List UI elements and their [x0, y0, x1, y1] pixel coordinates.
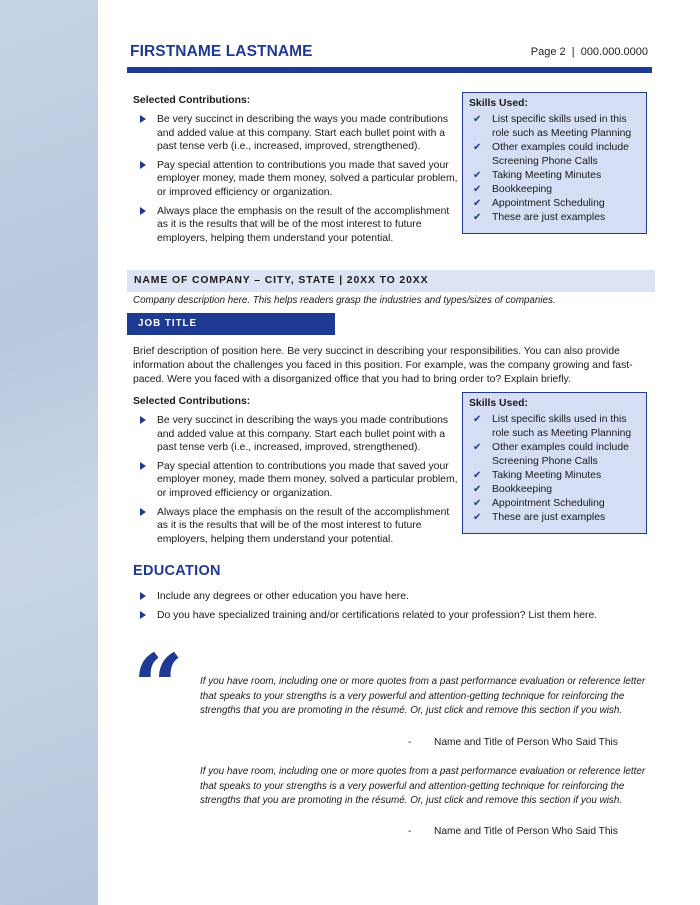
- education-title: EDUCATION: [133, 563, 221, 579]
- checkmark-icon: ✔: [473, 512, 482, 523]
- contributions-list: [133, 113, 463, 250]
- triangle-bullet-icon: [140, 161, 146, 169]
- skill-item: ✔ Taking Meeting Minutes: [473, 470, 602, 481]
- triangle-bullet-icon: [140, 207, 146, 215]
- skill-item: ✔ Other examples could include Screening Phone Calls: [473, 442, 629, 467]
- checkmark-icon: ✔: [473, 142, 482, 153]
- job-title: JOB TITLE: [127, 313, 335, 335]
- company-heading: NAME OF COMPANY – CITY, STATE | 20XX TO 20XX: [127, 270, 655, 292]
- education-list: [133, 590, 653, 627]
- triangle-bullet-icon: [140, 611, 146, 619]
- triangle-bullet-icon: [140, 462, 146, 470]
- skill-item: ✔ List specific skills used in this role such as Meeting Planning: [473, 414, 632, 439]
- list-item: Be very succinct in describing the ways you made contributions and added value at this company. Start each bullet point with a past tense verb (i.e., increased, improved, strengthened).: [133, 414, 463, 455]
- candidate-name: FIRSTNAME LASTNAME: [130, 43, 313, 60]
- contributions-label: Selected Contributions:: [133, 95, 251, 106]
- checkmark-icon: ✔: [473, 170, 482, 181]
- quote-attribution: - Name and Title of Person Who Said This: [408, 826, 618, 837]
- list-item: Be very succinct in describing the ways you made contributions and added value at this company. Start each bullet point with a past tense verb (i.e., increased, improved, strengthened).: [133, 113, 463, 154]
- skill-item: ✔ These are just examples: [473, 512, 606, 523]
- list-item: Always place the emphasis on the result of the accomplishment as it is the results that will be of the most interest to future employers, helping them understand your potential.: [133, 205, 463, 246]
- list-item: Pay special attention to contributions you made that saved your employer money, made them money, solved a particular problem, or improved efficiency or organization.: [133, 159, 463, 200]
- testimonial-quote: If you have room, including one or more quotes from a past performance evaluation or reference letter that speaks to your strengths is a very powerful and attention-getting technique for reinforcing the strengths that you are promoting in the résumé. Or, just click and remove this section if you wish.: [200, 766, 646, 806]
- triangle-bullet-icon: [140, 592, 146, 600]
- list-item: Include any degrees or other education you have here.: [133, 590, 653, 604]
- quote-attribution: - Name and Title of Person Who Said This: [408, 737, 618, 748]
- testimonial-quote: If you have room, including one or more quotes from a past performance evaluation or reference letter that speaks to your strengths is a very powerful and attention-getting technique for reinforcing the strengths that you are promoting in the résumé. Or, just click and remove this section if you wish.: [200, 676, 646, 716]
- checkmark-icon: ✔: [473, 198, 482, 209]
- skill-item: ✔ List specific skills used in this role such as Meeting Planning: [473, 114, 632, 139]
- company-description: Company description here. This helps readers grasp the industries and types/sizes of companies.: [133, 295, 556, 306]
- list-item: Pay special attention to contributions you made that saved your employer money, made them money, solved a particular problem, or improved efficiency or organization.: [133, 460, 463, 501]
- checkmark-icon: ✔: [473, 442, 482, 453]
- checkmark-icon: ✔: [473, 414, 482, 425]
- skills-box: [462, 392, 647, 534]
- checkmark-icon: ✔: [473, 470, 482, 481]
- skills-title: Skills Used:: [469, 98, 528, 109]
- contributions-label: Selected Contributions:: [133, 396, 251, 407]
- skill-item: ✔ Appointment Scheduling: [473, 498, 605, 509]
- list-item: Do you have specialized training and/or certifications related to your profession? List them here.: [133, 609, 653, 623]
- checkmark-icon: ✔: [473, 184, 482, 195]
- checkmark-icon: ✔: [473, 114, 482, 125]
- triangle-bullet-icon: [140, 508, 146, 516]
- checkmark-icon: ✔: [473, 484, 482, 495]
- checkmark-icon: ✔: [473, 498, 482, 509]
- skill-item: ✔ Other examples could include Screening Phone Calls: [473, 142, 629, 167]
- skill-item: ✔ These are just examples: [473, 212, 606, 223]
- list-item: Always place the emphasis on the result of the accomplishment as it is the results that will be of the most interest to future employers, helping them understand your potential.: [133, 506, 463, 547]
- triangle-bullet-icon: [140, 115, 146, 123]
- page-info: Page 2 | 000.000.0000: [530, 46, 648, 58]
- skill-item: ✔ Appointment Scheduling: [473, 198, 605, 209]
- skill-item: ✔ Bookkeeping: [473, 484, 553, 495]
- quote-mark-icon: “: [133, 634, 184, 738]
- job-description: Brief description of position here. Be very succinct in describing your responsibilities. You can also provide information about the challenges you faced in this position. For example, was the company growing and fast-paced. Were you faced with a disorganized office that you had to bring order to? Explain briefly.: [133, 346, 633, 385]
- skills-title: Skills Used:: [469, 398, 528, 409]
- skill-item: ✔ Bookkeeping: [473, 184, 553, 195]
- triangle-bullet-icon: [140, 416, 146, 424]
- checkmark-icon: ✔: [473, 212, 482, 223]
- skills-box: [462, 92, 647, 234]
- contributions-list: [133, 414, 463, 551]
- header-rule: [127, 67, 652, 73]
- skill-item: ✔ Taking Meeting Minutes: [473, 170, 602, 181]
